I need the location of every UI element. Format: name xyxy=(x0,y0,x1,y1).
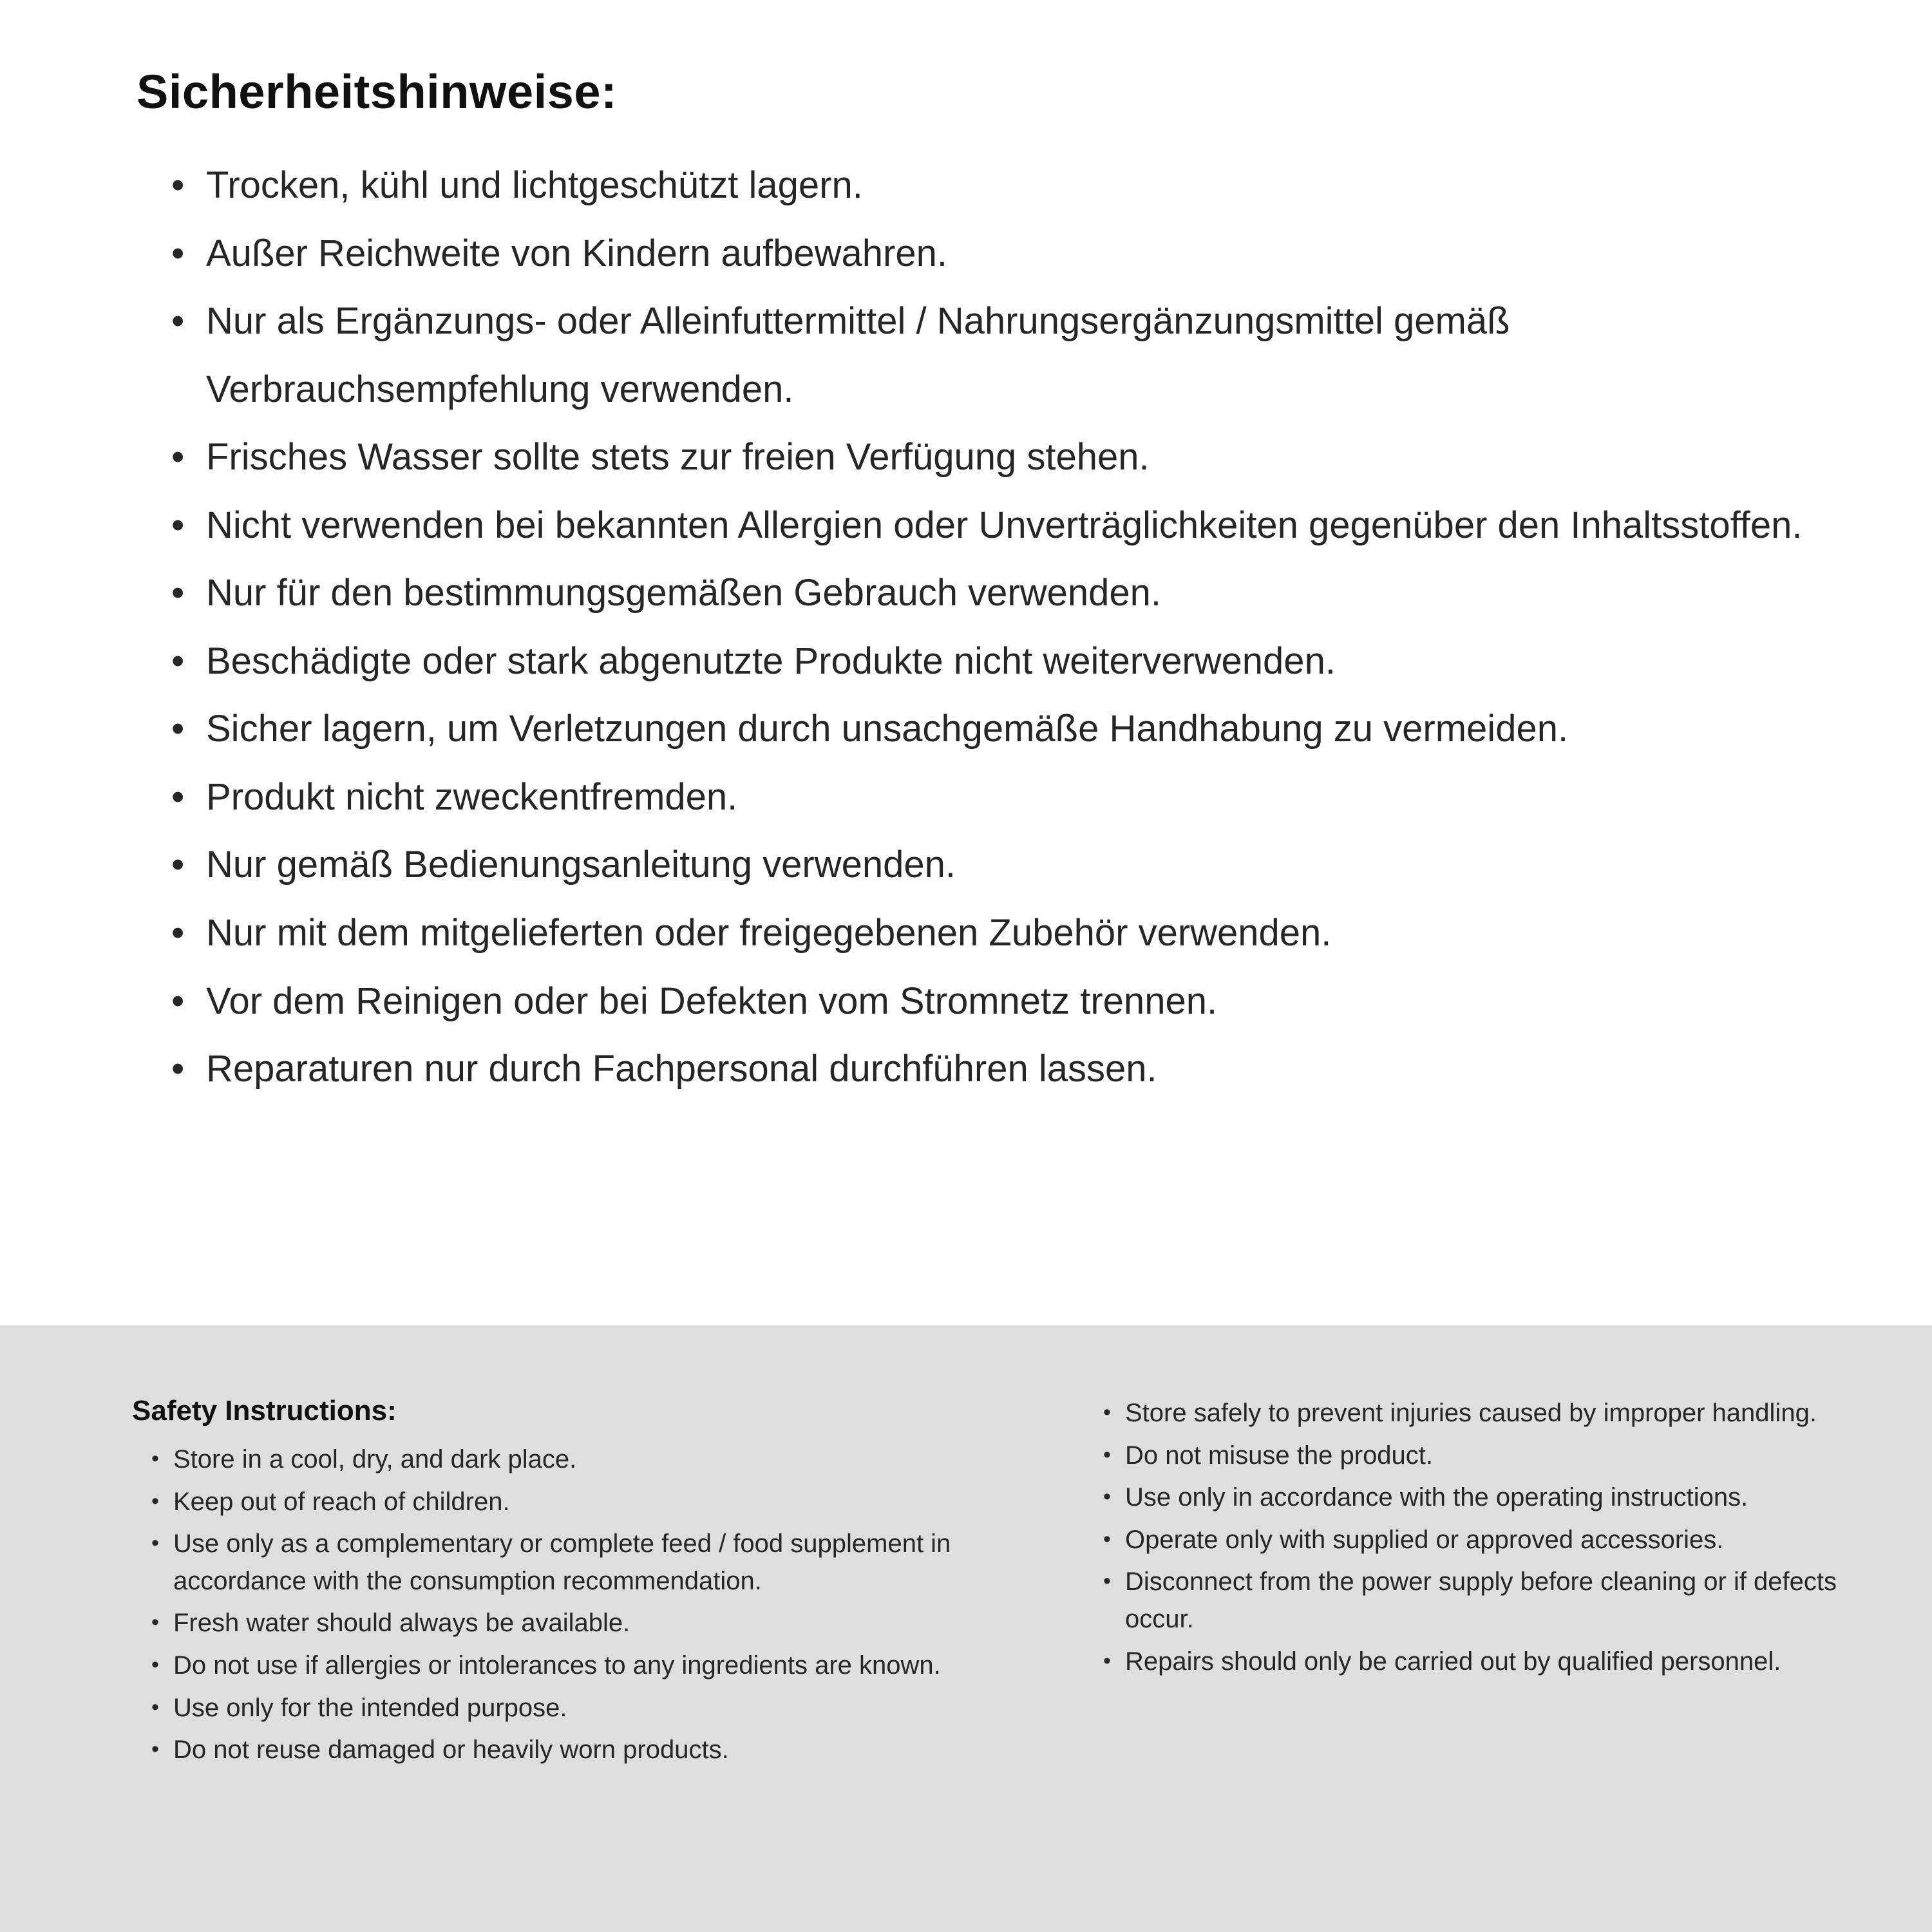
list-item: • Nur mit dem mitgelieferten oder freigegebenen Zubehör verwenden. xyxy=(167,899,1823,967)
list-item: • Vor dem Reinigen oder bei Defekten vom Stromnetz trennen. xyxy=(167,967,1823,1036)
list-item: • Sicher lagern, um Verletzungen durch unsachgemäße Handhabung zu vermeiden. xyxy=(167,695,1823,763)
list-item: • Nur gemäß Bedienungsanleitung verwenden. xyxy=(167,831,1823,899)
list-item: • Trocken, kühl und lichtgeschützt lagern. xyxy=(167,151,1823,220)
list-item: • Produkt nicht zweckentfremden. xyxy=(167,763,1823,831)
list-item: • Do not use if allergies or intolerances to any ingredients are known. xyxy=(146,1647,989,1685)
list-item: • Repairs should only be carried out by qualified personnel. xyxy=(1098,1643,1848,1681)
english-safety-list-left xyxy=(146,1441,989,1769)
list-item: • Beschädigte oder stark abgenutzte Produkte nicht weiterverwenden. xyxy=(167,627,1823,696)
german-safety-list xyxy=(167,151,1823,1103)
list-item: • Reparaturen nur durch Fachpersonal durchführen lassen. xyxy=(167,1035,1823,1103)
english-safety-list-right xyxy=(1098,1395,1848,1680)
list-item: • Nicht verwenden bei bekannten Allergien oder Unverträglichkeiten gegenüber den Inhaltsstoffen. xyxy=(167,491,1823,560)
list-item: • Store safely to prevent injuries caused by improper handling. xyxy=(1098,1395,1848,1432)
list-item: • Do not misuse the product. xyxy=(1098,1437,1848,1475)
english-section-title: Safety Instructions: xyxy=(132,1395,397,1426)
list-item: • Außer Reichweite von Kindern aufbewahren. xyxy=(167,220,1823,288)
list-item: • Use only in accordance with the operating instructions. xyxy=(1098,1479,1848,1517)
list-item: • Store in a cool, dry, and dark place. xyxy=(146,1441,989,1479)
list-item: • Disconnect from the power supply before cleaning or if defects occur. xyxy=(1098,1564,1848,1638)
english-right-column xyxy=(1098,1395,1848,1932)
english-left-column xyxy=(132,1395,989,1932)
list-item: • Keep out of reach of children. xyxy=(146,1484,989,1521)
list-item: • Nur für den bestimmungsgemäßen Gebrauch verwenden. xyxy=(167,559,1823,627)
list-item: • Use only for the intended purpose. xyxy=(146,1690,989,1727)
list-item: • Use only as a complementary or complete feed / food supplement in accordance with the consumption recommendation. xyxy=(146,1526,989,1600)
list-item: • Nur als Ergänzungs- oder Alleinfuttermittel / Nahrungsergänzungsmittel gemäß Verbrauchsempfehlung verwenden. xyxy=(167,287,1823,423)
list-item: • Operate only with supplied or approved accessories. xyxy=(1098,1522,1848,1559)
list-item: • Fresh water should always be available. xyxy=(146,1605,989,1642)
list-item: • Do not reuse damaged or heavily worn products. xyxy=(146,1732,989,1769)
german-section-title: Sicherheitshinweise: xyxy=(137,65,618,118)
list-item: • Frisches Wasser sollte stets zur freien Verfügung stehen. xyxy=(167,423,1823,491)
english-safety-section xyxy=(0,1325,1932,1932)
